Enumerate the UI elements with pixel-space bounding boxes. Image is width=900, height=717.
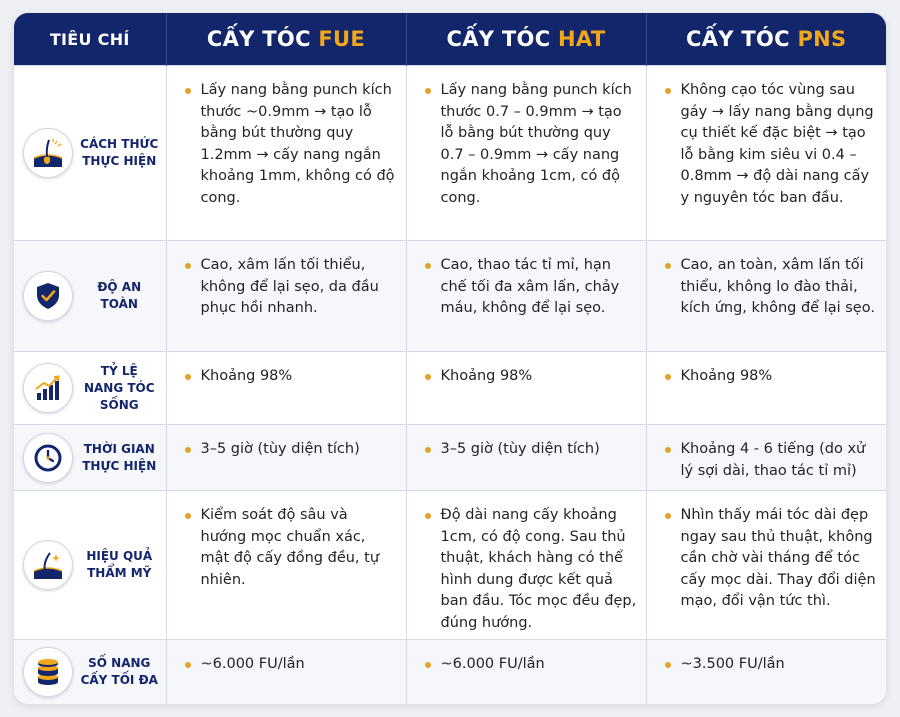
hat-cell (406, 640, 646, 704)
pns-cell (646, 425, 886, 491)
criteria-label-line: SỐNG (99, 397, 139, 412)
column-header-prefix: CẤY TÓC (446, 27, 559, 51)
criteria-cell (14, 491, 166, 640)
table-row-safety (14, 241, 886, 352)
bullet-dot (185, 374, 191, 380)
shield-check-icon (23, 271, 73, 321)
bullet-dot (665, 662, 671, 668)
cell-text: Cao, xâm lấn tối thiểu, không để lại sẹo, da đầu phục hồi nhanh. (200, 257, 379, 316)
criteria-cell (14, 425, 166, 491)
cell-text: Khoảng 98% (440, 368, 533, 384)
hat-cell (406, 66, 646, 241)
column-header-fue (166, 13, 406, 66)
bullet-dot (425, 513, 431, 519)
table-row-aesthetics (14, 491, 886, 640)
bullet-dot (425, 263, 431, 269)
column-header-method: PNS (797, 27, 847, 51)
hat-cell (406, 241, 646, 352)
bullet-dot (665, 447, 671, 453)
bullet-dot (185, 662, 191, 668)
cell-text: Lấy nang bằng punch kích thước ~0.9mm → tạo lỗ bằng bút thường quy 1.2mm → cấy nang ngắn khoảng 1mm, không có độ cong. (200, 82, 395, 206)
criteria-header: TIÊU CHÍ (14, 13, 166, 66)
pns-cell (646, 66, 886, 241)
hat-cell (406, 425, 646, 491)
criteria-label-line: TỶ LỆ (100, 363, 138, 378)
criteria-cell (14, 66, 166, 241)
fue-cell (166, 491, 406, 640)
column-header-method: FUE (318, 27, 366, 51)
cell-text: Khoảng 98% (200, 368, 293, 384)
criteria-label-line: THỜI GIAN (83, 441, 155, 456)
cell-text: 3–5 giờ (tùy diện tích) (440, 441, 600, 457)
table-header-row (14, 13, 886, 66)
column-header-method: HAT (558, 27, 606, 51)
cell-text: Kiểm soát độ sâu và hướng mọc chuẩn xác, mật độ cấy đồng đều, tự nhiên. (200, 507, 380, 588)
criteria-cell (14, 352, 166, 425)
column-header-prefix: CẤY TÓC (206, 27, 319, 51)
pns-cell (646, 352, 886, 425)
table-row-duration (14, 425, 886, 491)
cell-text: Cao, thao tác tỉ mỉ, hạn chế tối đa xâm lấn, chảy máu, không để lại sẹo. (440, 257, 620, 316)
column-header-prefix: CẤY TÓC (686, 27, 798, 51)
clock-icon (23, 433, 73, 483)
coin-stack-icon (23, 647, 73, 697)
criteria-label-line: HIỆU QUẢ (86, 549, 153, 563)
column-header-pns (646, 13, 886, 66)
bullet-dot (665, 263, 671, 269)
hat-cell (406, 352, 646, 425)
cell-text: Khoảng 4 - 6 tiếng (do xử lý sợi dài, thao tác tỉ mỉ) (680, 441, 866, 479)
cell-text: 3–5 giờ (tùy diện tích) (200, 441, 360, 457)
fue-cell (166, 241, 406, 352)
bullet-dot (425, 374, 431, 380)
criteria-cell (14, 640, 166, 704)
bullet-dot (665, 374, 671, 380)
fue-cell (166, 640, 406, 704)
cell-text: Không cạo tóc vùng sau gáy → lấy nang bằng dụng cụ thiết kế đặc biệt → tạo lỗ bằng kim siêu vi 0.4 – 0.8mm → độ dài nang cấy y nguyên tóc ban đầu. (680, 82, 874, 206)
table-row-survival-rate (14, 352, 886, 425)
table-row-max-grafts (14, 640, 886, 704)
cell-text: Độ dài nang cấy khoảng 1cm, có độ cong. Sau thủ thuật, khách hàng có thể hình dung được kết quả ban đầu. Tóc mọc đều đẹp, đúng hướng. (440, 507, 637, 631)
cell-text: ~6.000 FU/lần (200, 656, 305, 672)
comparison-card (14, 13, 886, 704)
bullet-dot (425, 662, 431, 668)
fue-cell (166, 352, 406, 425)
bullet-dot (185, 513, 191, 519)
pns-cell (646, 640, 886, 704)
cell-text: Nhìn thấy mái tóc dài đẹp ngay sau thủ thuật, không cần chờ vài tháng để tóc cấy mọc dài. Thay đổi diện mạo, đổi vận tức thì. (680, 507, 876, 609)
cell-text: Lấy nang bằng punch kích thước 0.7 – 0.9mm → tạo lỗ bằng bút thường quy 0.7 – 0.9mm → cấy nang ngắn khoảng 1cm, có độ cong. (440, 82, 632, 206)
bullet-dot (185, 88, 191, 94)
criteria-label-line: ĐỘ AN TOÀN (97, 280, 142, 311)
criteria-label-line: THỰC HIỆN (82, 458, 157, 473)
cell-text: ~6.000 FU/lần (440, 656, 545, 672)
criteria-label-line: THỰC HIỆN (82, 154, 157, 168)
fue-cell (166, 66, 406, 241)
bullet-dot (185, 447, 191, 453)
criteria-cell (14, 241, 166, 352)
cell-text: ~3.500 FU/lần (680, 656, 785, 672)
criteria-label-line: THẨM MỸ (87, 566, 152, 580)
pns-cell (646, 241, 886, 352)
hair-strand-sparkle-icon (23, 540, 73, 590)
growth-chart-icon (23, 363, 73, 413)
pns-cell (646, 491, 886, 640)
comparison-table (14, 13, 886, 704)
fue-cell (166, 425, 406, 491)
cell-text: Khoảng 98% (680, 368, 773, 384)
bullet-dot (425, 447, 431, 453)
bullet-dot (665, 88, 671, 94)
bullet-dot (665, 513, 671, 519)
column-header-hat (406, 13, 646, 66)
bullet-dot (425, 88, 431, 94)
cell-text: Cao, an toàn, xâm lấn tối thiểu, không lo đào thải, kích ứng, không để lại sẹo. (680, 257, 875, 316)
hair-follicle-icon (23, 128, 73, 178)
hat-cell (406, 491, 646, 640)
bullet-dot (185, 263, 191, 269)
table-row-method (14, 66, 886, 241)
criteria-label-line: CÁCH THỨC (80, 137, 159, 151)
criteria-label-line: SỐ NANG (88, 655, 151, 670)
criteria-label-line: NANG TÓC (83, 380, 155, 395)
criteria-label-line: CẤY TỐI ĐA (80, 672, 158, 687)
